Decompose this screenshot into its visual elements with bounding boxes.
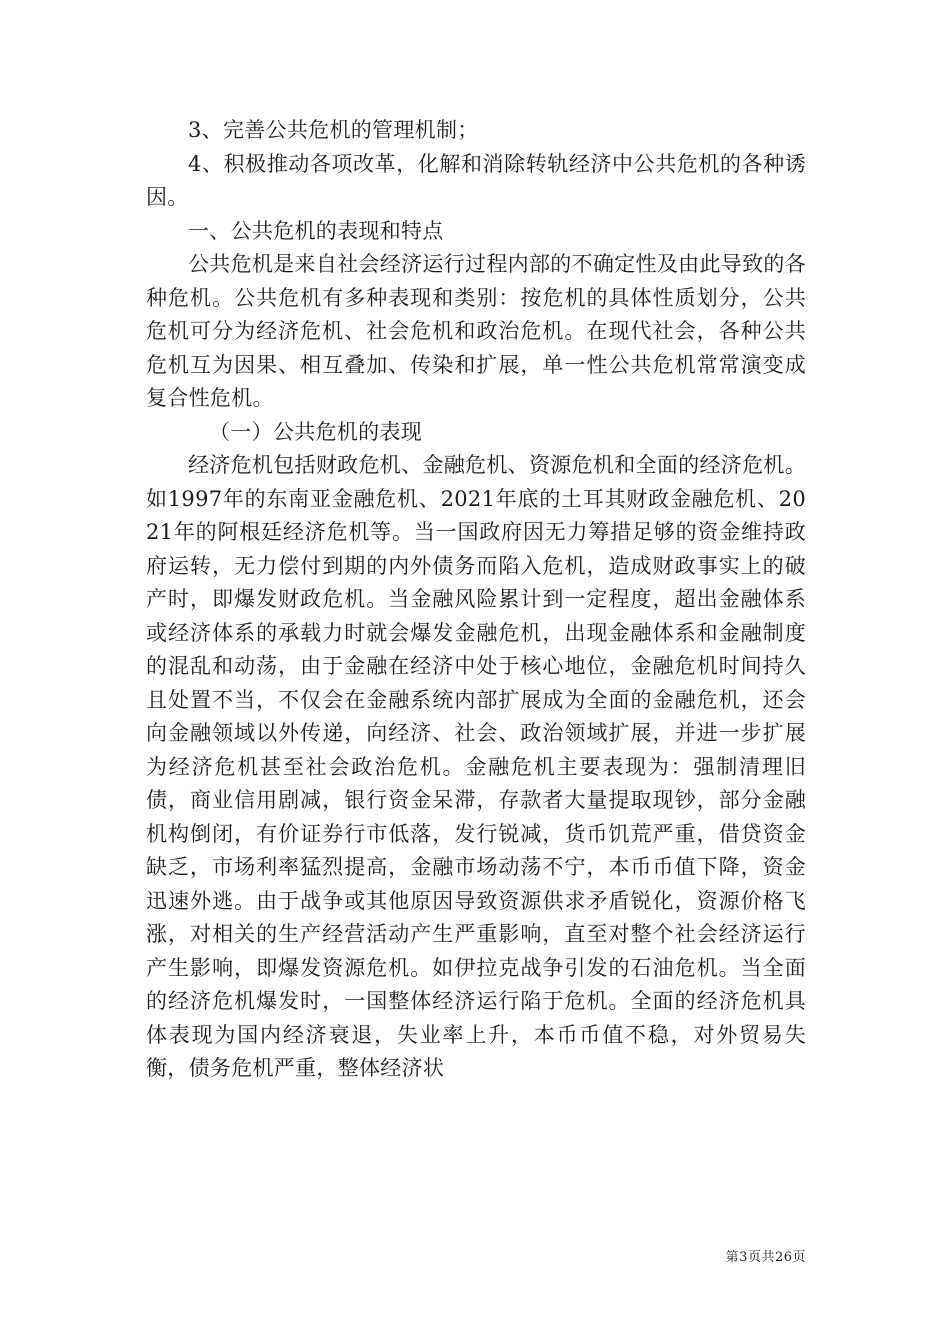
paragraph-definition: 公共危机是来自社会经济运行过程内部的不确定性及由此导致的各种危机。公共危机有多种表现和类别：按危机的具体性质划分，公共危机可分为经济危机、社会危机和政治危机。在现代社会，各种公共危机互为因果、相互叠加、传染和扩展，单一性公共危机常常演变成复合性危机。: [146, 252, 806, 410]
document-body: [146, 114, 806, 1086]
page-number-footer: 第3页共26页: [725, 1250, 806, 1265]
section-heading: 一、公共危机的表现和特点: [188, 218, 444, 243]
subsection-heading: （一）公共危机的表现: [209, 419, 422, 444]
paragraph-economic-crisis: 经济危机包括财政危机、金融危机、资源危机和全面的经济危机。如1997年的东南亚金融危机、2021年底的土耳其财政金融危机、2021年的阿根廷经济危机等。当一国政府因无力筹措足够的资金维持政府运转，无力偿付到期的内外债务而陷入危机，造成财政事实上的破产时，即爆发财政危机。当金融风险累计到一定程度，超出金融体系或经济体系的承载力时就会爆发金融危机，出现金融体系和金融制度的混乱和动荡，由于金融在经济中处于核心地位，金融危机时间持久且处置不当，不仅会在金融系统内部扩展成为全面的金融危机，还会向金融领域以外传递，向经济、社会、政治领域扩展，并进一步扩展为经济危机甚至社会政治危机。金融危机主要表现为：强制清理旧债，商业信用剧减，银行资金呆滞，存款者大量提取现钞，部分金融机构倒闭，有价证券行市低落，发行锐减，货币饥荒严重，借贷资金缺乏，市场利率猛烈提高，金融市场动荡不宁，本币币值下降，资金迅速外逃。由于战争或其他原因导致资源供求矛盾锐化，资源价格飞涨，对相关的生产经营活动产生严重影响，直至对整个社会经济运行产生影响，即爆发资源危机。如伊拉克战争引发的石油危机。当全面的经济危机爆发时，一国整体经济运行陷于危机。全面的经济危机具体表现为国内经济衰退，失业率上升，本币币值不稳，对外贸易失衡，债务危机严重，整体经济状: [146, 453, 806, 1080]
paragraph-item-4: 4、积极推动各项改革，化解和消除转轨经济中公共危机的各种诱因。: [146, 151, 806, 209]
paragraph-item-3: 3、完善公共危机的管理机制；: [188, 118, 479, 142]
